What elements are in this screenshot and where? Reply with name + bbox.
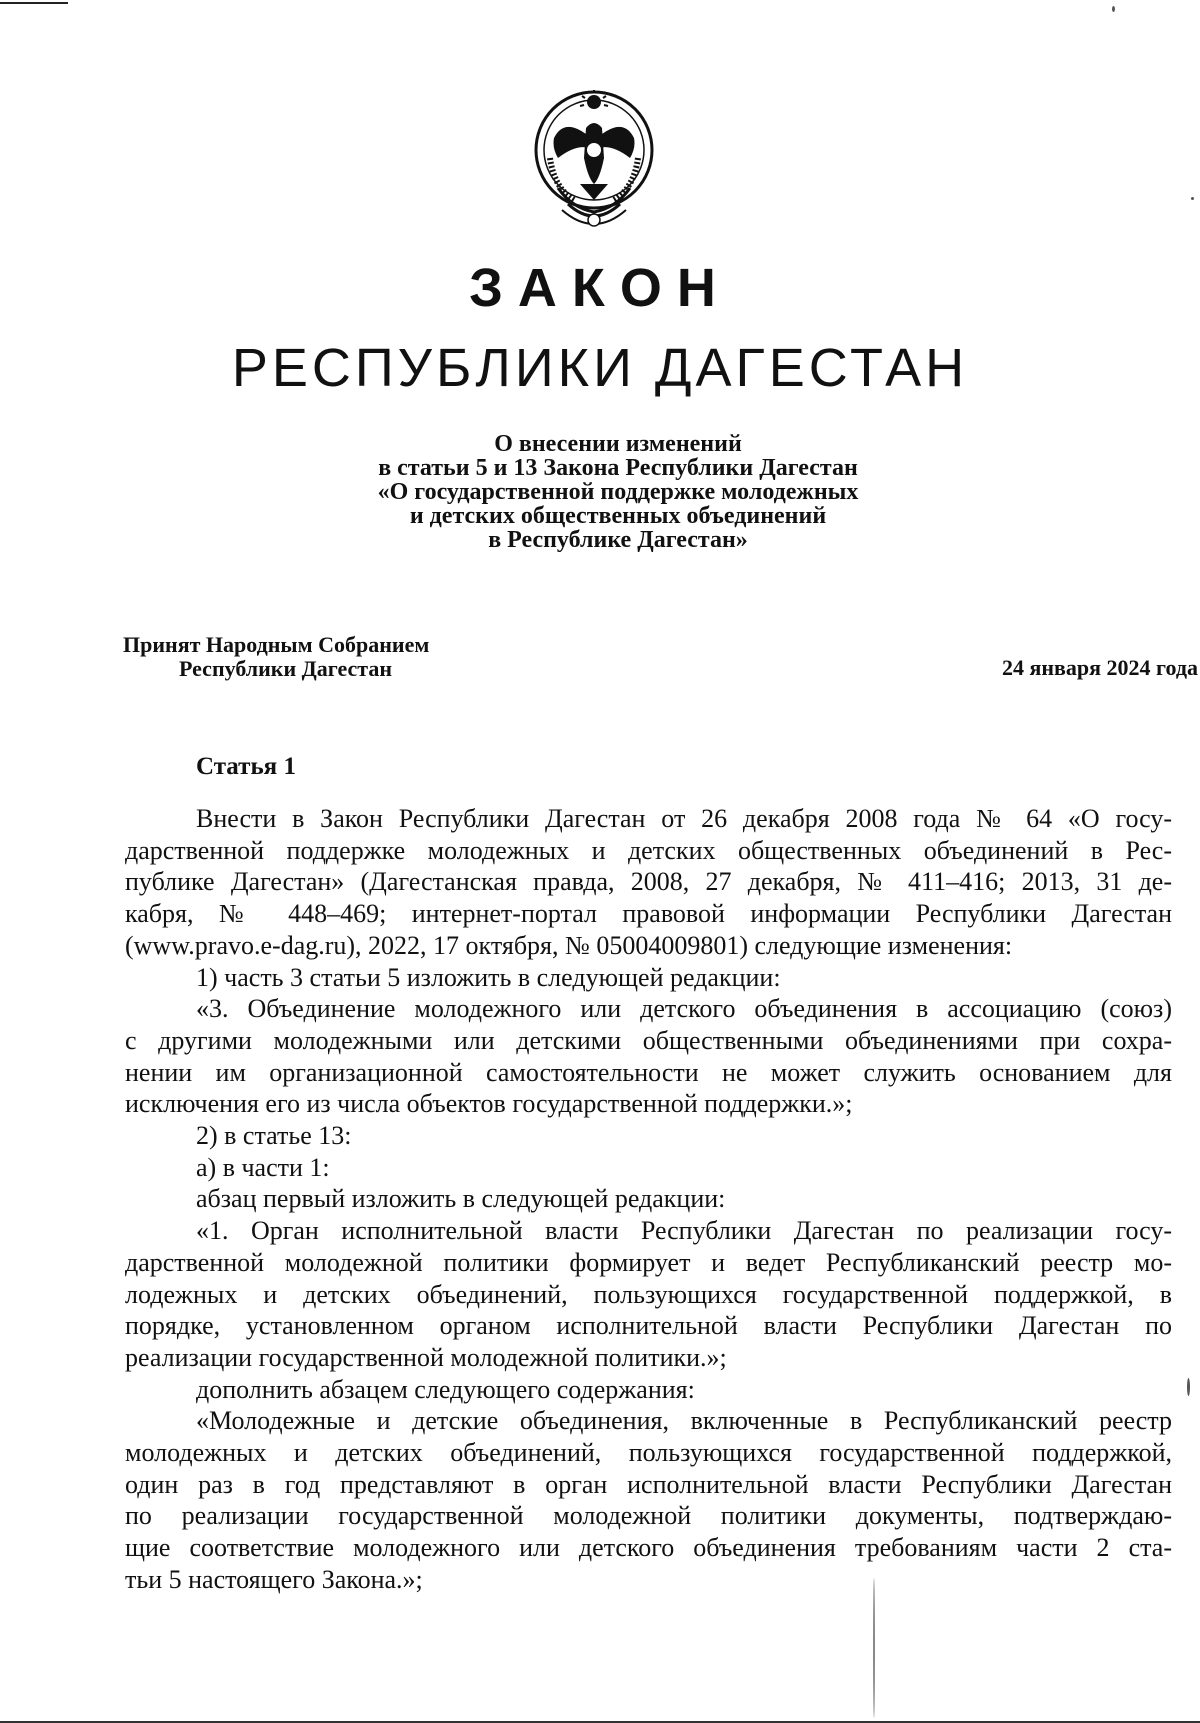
republic-title: РЕСПУБЛИКИ ДАГЕСТАН <box>231 338 969 398</box>
coat-of-arms-icon <box>524 88 664 236</box>
body-line: исключения его из числа объектов государственной поддержки.»; <box>125 1089 853 1119</box>
body-line: нении им организационной самостоятельности не может служить основанием для <box>125 1057 1172 1087</box>
scan-speck <box>873 1578 875 1718</box>
body-line: щие соответствие молодежного или детского объединения требованиям части 2 ста- <box>125 1533 1172 1563</box>
body-line: Внести в Закон Республики Дагестан от 26 декабря 2008 года № 64 «О госу- <box>196 804 1172 833</box>
body-line: (www.pravo.e-dag.ru), 2022, 17 октября, № 05004009801) следующие изменения: <box>125 930 1013 960</box>
law-heading <box>0 432 1200 552</box>
adoption-authority-line: Республики Дагестан <box>179 656 393 681</box>
body-line: дополнить абзацем следующего содержания: <box>196 1374 695 1404</box>
law-heading-line: в статьи 5 и 13 Закона Республики Дагестан <box>378 455 858 481</box>
body-line: абзац первый изложить в следующей редакции: <box>196 1184 726 1214</box>
body-line: 2) в статье 13: <box>196 1121 352 1151</box>
body-line: кабря, № 448–469; интернет-портал правовой информации Республики Дагестан <box>125 899 1172 929</box>
document-type-title: ЗАКОН <box>469 258 731 318</box>
scan-speck <box>1191 197 1194 200</box>
body-line: порядке, установленном органом исполнительной власти Республики Дагестан по <box>125 1311 1172 1341</box>
scan-speck <box>1187 1378 1190 1396</box>
body-line: тьи 5 настоящего Закона.»; <box>125 1564 423 1594</box>
body-line: дарственной молодежной политики формирует и ведет Республиканский реестр мо- <box>125 1247 1172 1277</box>
adoption-date: 24 января 2024 года <box>1001 655 1198 680</box>
article-title: Статья 1 <box>196 753 296 780</box>
body-line: «Молодежные и детские объединения, включенные в Республиканский реестр <box>196 1406 1172 1436</box>
body-line: 1) часть 3 статьи 5 изложить в следующей редакции: <box>196 962 781 992</box>
scan-border-mark <box>0 2 68 4</box>
body-line: «1. Орган исполнительной власти Республики Дагестан по реализации госу- <box>196 1216 1172 1246</box>
body-line: по реализации государственной молодежной политики документы, подтверждаю- <box>125 1501 1172 1531</box>
body-line: а) в части 1: <box>196 1152 330 1182</box>
article-body <box>125 803 1172 1596</box>
body-line: молодежных и детских объединений, пользующихся государственной поддержкой, <box>125 1438 1172 1468</box>
law-heading-line: в Республике Дагестан» <box>488 527 748 553</box>
body-line: публике Дагестан» (Дагестанская правда, 2008, 27 декабря, № 411–416; 2013, 31 де- <box>125 867 1172 897</box>
body-line: «3. Объединение молодежного или детского объединения в ассоциацию (союз) <box>196 994 1172 1024</box>
body-line: лодежных и детских объединений, пользующихся государственной поддержкой, в <box>125 1279 1172 1309</box>
law-heading-line: и детских общественных объединений <box>409 503 827 529</box>
body-line: один раз в год представляют в орган исполнительной власти Республики Дагестан <box>125 1469 1172 1499</box>
law-heading-line: О внесении изменений <box>494 431 742 457</box>
adoption-authority <box>123 633 429 681</box>
adoption-authority-line: Принят Народным Собранием <box>123 632 430 657</box>
body-line: реализации государственной молодежной политики.»; <box>125 1342 727 1372</box>
body-line: дарственной поддержке молодежных и детских общественных объединений в Рес- <box>125 835 1172 865</box>
law-heading-line: «О государственной поддержке молодежных <box>377 479 859 505</box>
scan-speck <box>1112 6 1115 12</box>
body-line: с другими молодежными или детскими общественными объединениями при сохра- <box>125 1025 1172 1055</box>
